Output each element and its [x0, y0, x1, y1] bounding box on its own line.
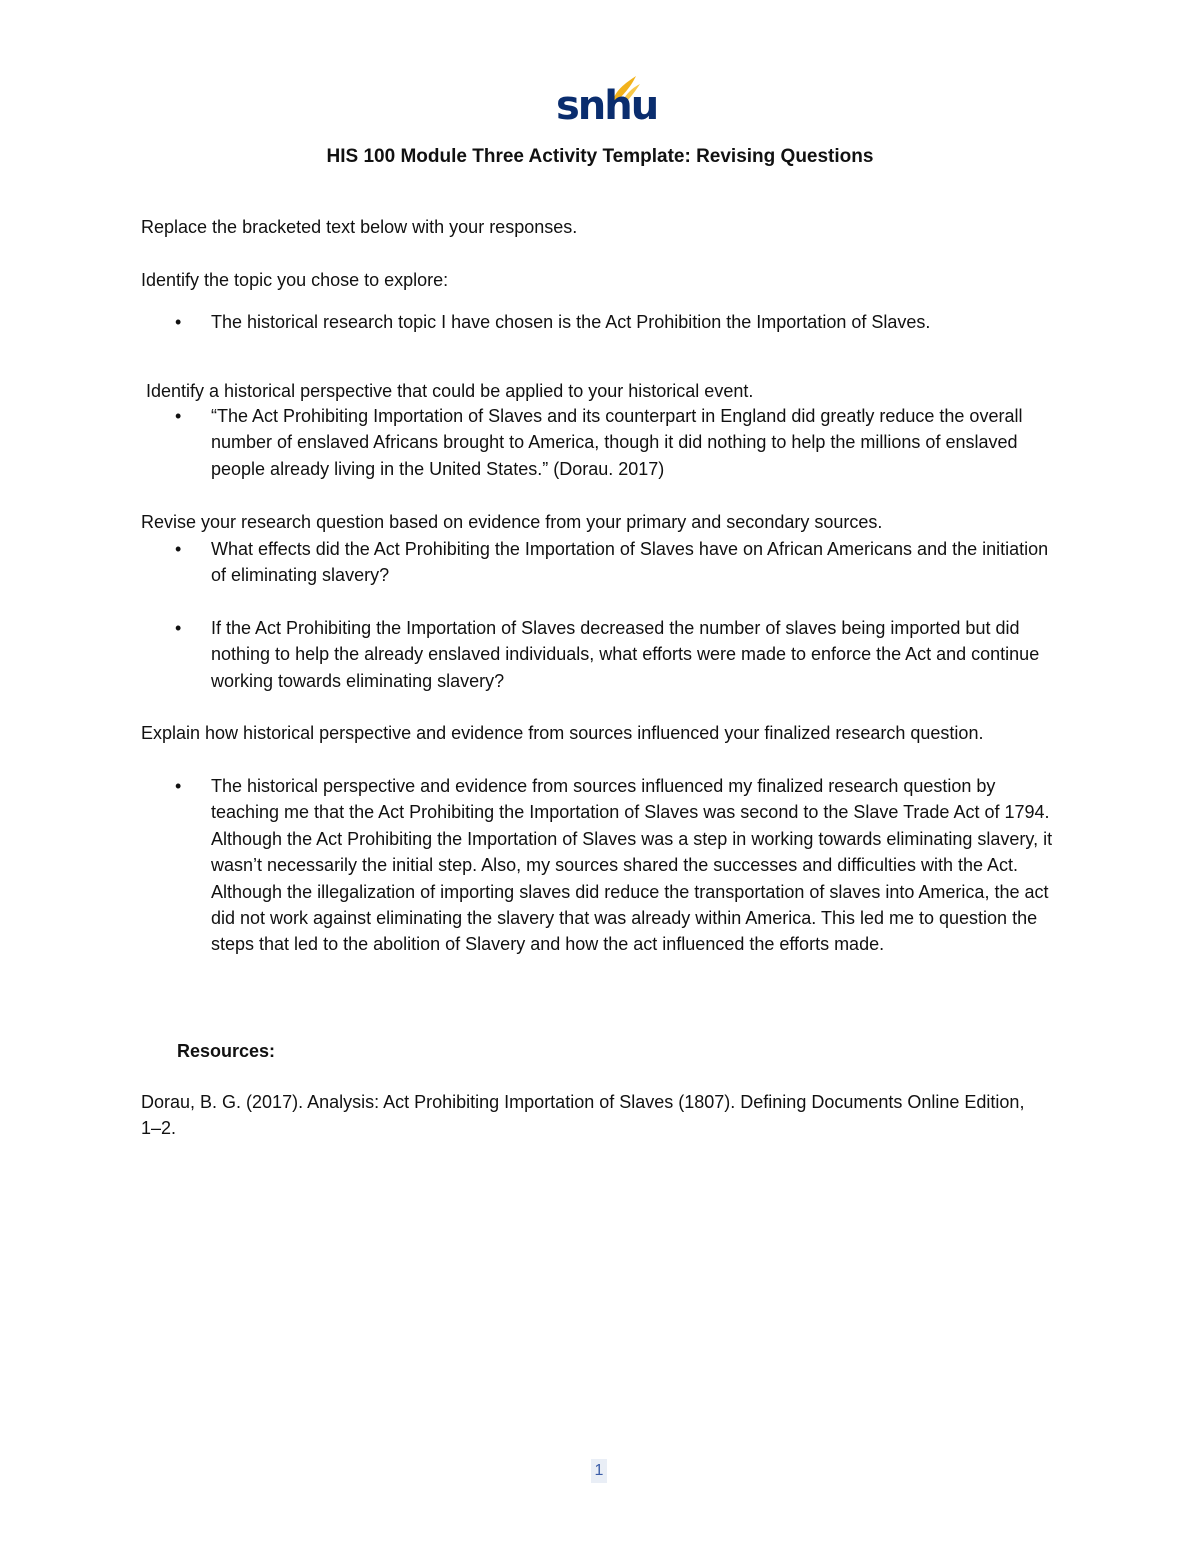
page-title: HIS 100 Module Three Activity Template: Revising Questions — [326, 146, 874, 167]
snhu-logo — [552, 72, 658, 134]
list-item — [175, 615, 1055, 694]
list-item — [175, 773, 1055, 958]
section-prompt-perspective: Identify a historical perspective that could be applied to your historical event. — [146, 381, 754, 401]
page-number: 1 — [591, 1459, 607, 1483]
bullet-text: The historical research topic I have chosen is the Act Prohibition the Importation of Slaves. — [211, 312, 931, 332]
section-prompt-topic: Identify the topic you chose to explore: — [141, 270, 449, 290]
citation-text: Dorau, B. G. (2017). Analysis: Act Prohibiting Importation of Slaves (1807). Defining Documents Online Edition, 1–2. — [141, 1092, 1025, 1138]
bullet-icon: • — [175, 539, 182, 559]
list-item — [175, 403, 1055, 482]
list-item — [175, 309, 1055, 335]
list-item — [175, 536, 1055, 589]
section-prompt-explain: Explain how historical perspective and evidence from sources influenced your finalized research question. — [141, 723, 984, 743]
bullet-text: “The Act Prohibiting Importation of Slaves and its counterpart in England did greatly reduce the overall number of enslaved Africans brought to America, though it did nothing to help the millions of enslaved people already living in the United States.” (Dorau. 2017) — [211, 406, 1023, 479]
instruction-text: Replace the bracketed text below with your responses. — [141, 217, 578, 237]
bullet-icon: • — [175, 776, 182, 796]
resources-heading: Resources: — [177, 1041, 276, 1061]
bullet-text: What effects did the Act Prohibiting the Importation of Slaves have on African Americans and the initiation of eliminating slavery? — [211, 539, 1049, 586]
logo-wordmark: snhu — [556, 83, 658, 129]
section-prompt-revise: Revise your research question based on evidence from your primary and secondary sources. — [141, 512, 883, 532]
bullet-icon: • — [175, 312, 182, 332]
bullet-text: The historical perspective and evidence from sources influenced my finalized research question by teaching me that the Act Prohibiting the Importation of Slaves was second to the Slave Trade Act of 1794. Although the Act Prohibiting the Importation of Slaves was a step in working towards eliminating slavery, it wasn’t necessarily the initial step. Also, my sources shared the successes and difficulties with the Act. Although the illegalization of importing slaves did reduce the transportation of slaves into America, the act did not work against eliminating the slavery that was already within America. This led me to question the steps that led to the abolition of Slavery and how the act influenced the efforts made. — [211, 776, 1053, 955]
bullet-icon: • — [175, 406, 182, 426]
bullet-icon: • — [175, 618, 182, 638]
bullet-text: If the Act Prohibiting the Importation of Slaves decreased the number of slaves being imported but did nothing to help the already enslaved individuals, what efforts were made to enforce the Act and continue working towards eliminating slavery? — [211, 618, 1040, 691]
